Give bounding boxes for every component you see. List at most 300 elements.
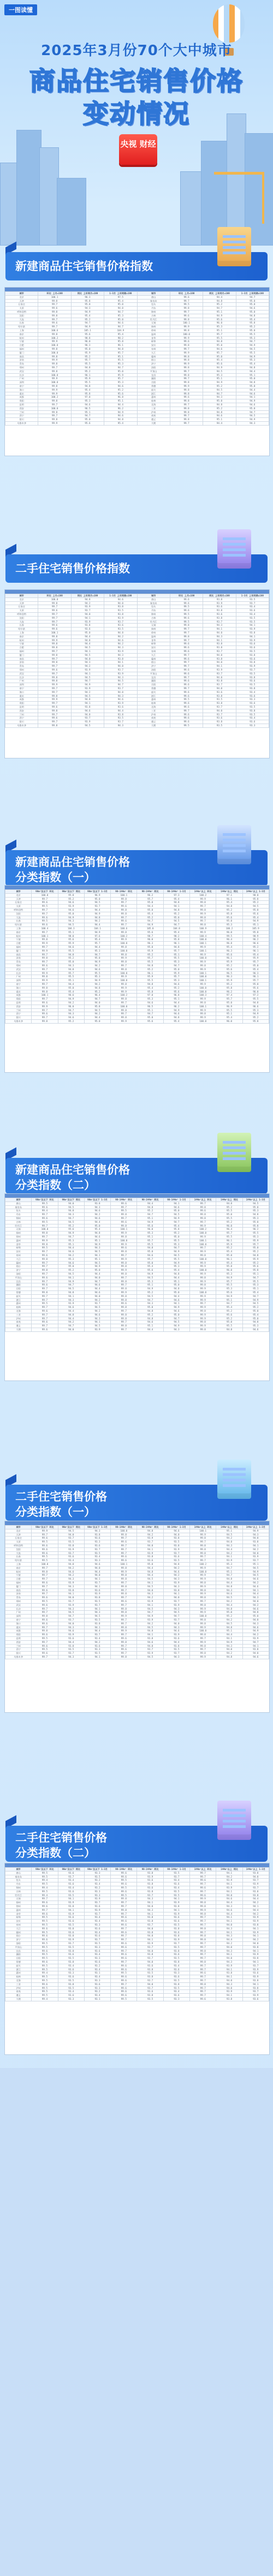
table-cell: 94.6 — [163, 1570, 189, 1574]
table-cell: 广州 — [5, 679, 38, 683]
table-cell: 95.9 — [71, 377, 104, 381]
table-cell: 94.3 — [203, 635, 236, 638]
table-cell: 99.5 — [32, 1559, 58, 1563]
table-cell: 95.6 — [216, 967, 242, 971]
table-cell: 94.2 — [163, 1574, 189, 1577]
table-cell: 94.0 — [163, 1596, 189, 1600]
table-cell: 99.8 — [190, 1547, 216, 1551]
table-cell: 95.2 — [242, 945, 269, 949]
table-cell: 94.0 — [163, 1533, 189, 1537]
city-building-icon — [39, 147, 59, 246]
table-row — [5, 1618, 269, 1622]
table-cell: 贵阳 — [5, 997, 32, 1001]
table-cell: 99.7 — [111, 1618, 137, 1622]
table-cell: 96.2 — [104, 407, 137, 410]
table-cell: 93.5 — [236, 620, 269, 624]
table-cell: 95.4 — [216, 945, 242, 949]
table-cell: 96.2 — [163, 1005, 189, 1008]
table-cell: 94.7 — [104, 366, 137, 369]
table-cell: 95.4 — [163, 1269, 189, 1272]
table-row — [5, 1574, 269, 1577]
table-cell: 94.0 — [203, 709, 236, 713]
table-cell: 99.6 — [32, 1633, 58, 1637]
table-cell: 99.8 — [32, 1629, 58, 1633]
table-cell: 100.0 — [38, 351, 71, 355]
table-cell: 95.8 — [58, 893, 84, 897]
table-cell: 南宁 — [5, 1618, 32, 1622]
table-row — [5, 1629, 269, 1633]
table-cell: 南昌 — [5, 1588, 32, 1592]
table-cell: 94.5 — [216, 1533, 242, 1537]
table-cell: 95.0 — [242, 1317, 269, 1320]
table-cell: 贵阳 — [5, 702, 38, 706]
table-cell: 95.7 — [137, 1257, 163, 1261]
table-cell: 94.3 — [104, 676, 137, 679]
table-row — [5, 1975, 269, 1979]
table-row — [5, 1261, 269, 1265]
table-cell: 99.8 — [190, 1588, 216, 1592]
table-cell: 95.4 — [216, 1016, 242, 1020]
table-cell: 93.6 — [84, 1949, 110, 1953]
table-cell: 金华 — [5, 1912, 32, 1916]
table-cell: 94.8 — [242, 1001, 269, 1005]
table-cell: 94.5 — [58, 1611, 84, 1615]
table-cell: 94.0 — [104, 307, 137, 310]
table-cell: 南昌 — [5, 355, 38, 358]
table-cell: 湛江 — [137, 694, 170, 698]
table-cell: 93.7 — [58, 1618, 84, 1622]
table-cell: 99.8 — [38, 694, 71, 698]
table-cell: 93.8 — [104, 605, 137, 609]
table-cell: 徐州 — [137, 631, 170, 635]
table-cell: 93.5 — [163, 1540, 189, 1544]
table-cell: 赣州 — [137, 355, 170, 358]
table-cell: 99.7 — [38, 318, 71, 321]
table-cell: 94.1 — [84, 1585, 110, 1588]
table-cell: 93.6 — [58, 1890, 84, 1893]
table-row — [5, 624, 269, 627]
table-cell: 95.7 — [203, 332, 236, 336]
table-cell: 99.6 — [32, 1912, 58, 1916]
table-cell: 99.8 — [111, 967, 137, 971]
table-cell: 99.9 — [111, 938, 137, 942]
table-cell: 94.4 — [216, 1603, 242, 1607]
table-cell: 93.8 — [104, 612, 137, 616]
table-cell: 99.8 — [111, 1294, 137, 1298]
table-cell: 郑州 — [5, 1599, 32, 1603]
table-cell: 99.7 — [38, 690, 71, 694]
table-cell: 94.4 — [84, 1220, 110, 1224]
table-cell: 99.9 — [38, 698, 71, 702]
table-cell: 94.2 — [84, 1012, 110, 1016]
table-cell: 兰州 — [5, 1008, 32, 1012]
table-cell: 95.7 — [163, 949, 189, 953]
table-cell: 99.8 — [170, 407, 203, 410]
table-cell: 94.7 — [58, 1615, 84, 1618]
table-cell: 遵义 — [5, 1324, 32, 1328]
table-cell: 99.7 — [111, 1596, 137, 1600]
table-cell: 99.5 — [32, 1920, 58, 1923]
table-row — [5, 344, 269, 348]
table-cell: 94.4 — [84, 1016, 110, 1020]
table-cell: 94.0 — [242, 1537, 269, 1540]
table-cell: 93.6 — [58, 1882, 84, 1886]
table-cell: 桂林 — [5, 1975, 32, 1979]
table-cell: 94.4 — [84, 1629, 110, 1633]
table-cell: 95.1 — [242, 1287, 269, 1291]
table-cell: 94.5 — [163, 1253, 189, 1257]
table-row — [5, 638, 269, 642]
table-cell: 三亚 — [137, 407, 170, 410]
table-cell: 99.6 — [170, 396, 203, 399]
table-cell: 北京 — [5, 597, 38, 601]
table-cell: 93.8 — [216, 1971, 242, 1975]
table-cell: 95.4 — [58, 990, 84, 994]
table-cell: 94.8 — [84, 1232, 110, 1235]
table-cell: 99.8 — [38, 679, 71, 683]
table-row — [5, 1953, 269, 1957]
table-cell: 99.7 — [111, 1934, 137, 1938]
table-cell: 99.7 — [190, 1246, 216, 1250]
table-row — [5, 347, 269, 351]
table-cell: 99.8 — [38, 418, 71, 422]
table-cell: 94.2 — [71, 690, 104, 694]
table-cell: 99.6 — [32, 1551, 58, 1555]
table-cell: 93.3 — [84, 1540, 110, 1544]
table-cell: 94.1 — [137, 1912, 163, 1916]
table-cell: 牡丹江 — [137, 620, 170, 624]
table-row — [5, 627, 269, 631]
table-cell: 94.6 — [71, 709, 104, 713]
table-cell: 94.1 — [163, 1592, 189, 1596]
table-cell: 94.6 — [137, 1320, 163, 1324]
table-cell: 99.5 — [32, 1930, 58, 1934]
table-cell: 94.9 — [216, 1294, 242, 1298]
table-cell: 99.5 — [32, 1871, 58, 1875]
table-cell: 99.8 — [38, 661, 71, 665]
table-cell: 94.2 — [71, 665, 104, 668]
table-cell: 海口 — [5, 388, 38, 392]
table-cell: 95.3 — [58, 1257, 84, 1261]
table-cell: 94.8 — [104, 418, 137, 422]
table-cell: 99.6 — [170, 713, 203, 716]
table-cell: 95.7 — [137, 957, 163, 960]
table-cell: 99.9 — [170, 325, 203, 329]
table-cell: 95.7 — [216, 1232, 242, 1235]
table-cell: 95.3 — [216, 1272, 242, 1276]
table-cell: 99.6 — [32, 1588, 58, 1592]
table-cell: 99.9 — [190, 1655, 216, 1659]
table-cell: 平顶山 — [137, 369, 170, 373]
table-cell: 93.8 — [137, 1882, 163, 1886]
table-cell: 95.3 — [242, 1235, 269, 1239]
table-cell: 99.9 — [190, 1577, 216, 1581]
table-cell: 94.3 — [216, 1982, 242, 1986]
table-cell: 94.2 — [216, 1875, 242, 1879]
table-cell: 94.2 — [242, 1901, 269, 1905]
table-cell: 99.7 — [32, 1317, 58, 1320]
table-cell: 94.1 — [58, 1592, 84, 1596]
section-title-line1: 二手住宅销售价格 — [15, 1831, 107, 1844]
table-cell: 95.8 — [216, 912, 242, 916]
table-cell: 94.8 — [163, 1287, 189, 1291]
table-cell: 95.4 — [242, 953, 269, 957]
table-cell: 99.6 — [32, 964, 58, 967]
table-cell: 96.6 — [242, 942, 269, 946]
table-cell: 93.8 — [58, 1927, 84, 1930]
table-header-strip — [5, 1194, 269, 1198]
table-cell: 100.0 — [190, 1629, 216, 1633]
table-cell: 95.6 — [58, 1228, 84, 1232]
table-cell: 94.8 — [216, 905, 242, 909]
table-header-cell: 144m²以上 环比 — [190, 890, 216, 894]
table-row — [5, 1585, 269, 1588]
table-cell: 94.6 — [84, 1313, 110, 1317]
table-cell: 95.6 — [216, 1313, 242, 1317]
section-title-line2: 分类指数（一） — [15, 871, 96, 884]
table-cell: 94.3 — [84, 1529, 110, 1533]
table-row — [5, 1547, 269, 1551]
table-cell: 95.2 — [216, 1205, 242, 1209]
table-cell: 武汉 — [5, 967, 32, 971]
table-cell: 94.7 — [58, 1216, 84, 1220]
table-cell: 94.1 — [242, 1904, 269, 1908]
table-cell: 94.4 — [71, 635, 104, 638]
table-cell: 96.1 — [216, 1257, 242, 1261]
table-cell: 99.4 — [32, 1893, 58, 1897]
table-cell: 93.3 — [84, 1957, 110, 1961]
table-cell: 94.2 — [216, 1652, 242, 1655]
table-cell: 95.4 — [163, 1224, 189, 1228]
table-cell: 94.6 — [163, 982, 189, 986]
table-cell: 99.7 — [38, 686, 71, 690]
table-cell: 93.6 — [163, 1975, 189, 1979]
table-cell: 93.4 — [236, 612, 269, 616]
table-cell: 94.0 — [137, 1544, 163, 1547]
table-cell: 95.0 — [104, 303, 137, 307]
table-cell: 100.0 — [32, 1228, 58, 1232]
table-cell: 99.6 — [170, 295, 203, 299]
table-cell: 平顶山 — [5, 1945, 32, 1949]
table-row — [5, 299, 269, 303]
table-cell: 99.5 — [32, 1302, 58, 1306]
table-cell: 99.6 — [170, 609, 203, 613]
table-cell: 泉州 — [5, 1253, 32, 1257]
table-cell: 95.4 — [216, 1261, 242, 1265]
table-cell: 93.3 — [236, 698, 269, 702]
table-cell: 95.5 — [137, 960, 163, 964]
table-cell: 99.5 — [32, 1555, 58, 1559]
table-cell: 95.4 — [104, 299, 137, 303]
table-cell: 94.2 — [137, 1533, 163, 1537]
table-cell: 95.7 — [71, 358, 104, 362]
table-cell: 95.8 — [163, 1228, 189, 1232]
table-cell: 93.9 — [236, 665, 269, 668]
table-cell: 94.4 — [58, 1309, 84, 1313]
table-row — [5, 724, 269, 727]
table-cell: 94.6 — [236, 392, 269, 396]
table-cell: 95.4 — [104, 421, 137, 425]
table-cell: 95.1 — [216, 1012, 242, 1016]
table-header-cell: 90m²及以下 环比 — [32, 890, 58, 894]
table-row — [5, 1253, 269, 1257]
table-cell: 成都 — [5, 1629, 32, 1633]
table-cell: 99.8 — [190, 923, 216, 927]
table-cell: 99.8 — [32, 1570, 58, 1574]
table-cell: 106.2 — [216, 927, 242, 930]
table-cell: 99.7 — [32, 1224, 58, 1228]
table-cell: 93.7 — [104, 668, 137, 672]
table-cell: 93.4 — [58, 1964, 84, 1968]
table-cell: 94.2 — [216, 1551, 242, 1555]
table-cell: 95.2 — [58, 1019, 84, 1023]
table-cell: 93.3 — [84, 1890, 110, 1893]
table-cell: 泸州 — [137, 713, 170, 716]
table-cell: 93.9 — [84, 1908, 110, 1912]
table-cell: 94.6 — [84, 1216, 110, 1220]
table-cell: 96.0 — [216, 1019, 242, 1023]
table-cell: 99.6 — [32, 1938, 58, 1942]
table-cell: 93.9 — [84, 1592, 110, 1596]
table-cell: 104.3 — [58, 927, 84, 930]
table-cell: 95.0 — [242, 1309, 269, 1313]
table-row — [5, 392, 269, 396]
table-cell: 93.2 — [84, 1964, 110, 1968]
table-cell: 99.7 — [38, 620, 71, 624]
table-cell: 93.9 — [216, 1990, 242, 1994]
table-cell: 长沙 — [5, 1607, 32, 1611]
table-cell: 95.1 — [104, 399, 137, 403]
table-row — [5, 1607, 269, 1611]
table-cell: 95.5 — [236, 332, 269, 336]
table-cell: 99.5 — [32, 1968, 58, 1971]
table-cell: 93.3 — [84, 1979, 110, 1982]
table-cell: 锦州 — [137, 612, 170, 616]
table-row — [5, 1964, 269, 1968]
table-cell: 郑州 — [5, 366, 38, 369]
table-cell: 99.8 — [170, 635, 203, 638]
table-cell: 94.1 — [236, 635, 269, 638]
table-cell: 99.7 — [32, 1607, 58, 1611]
table-cell: 94.1 — [203, 665, 236, 668]
table-cell: 94.5 — [137, 1655, 163, 1659]
table-row — [5, 631, 269, 635]
table-cell: 深圳 — [5, 1615, 32, 1618]
table-cell: 武汉 — [5, 369, 38, 373]
table-cell: 99.9 — [190, 1235, 216, 1239]
table-cell: 94.5 — [71, 724, 104, 727]
table-cell: 94.1 — [216, 1930, 242, 1934]
table-cell: 99.6 — [38, 668, 71, 672]
table-cell: 93.5 — [236, 705, 269, 709]
table-cell: 99.8 — [190, 916, 216, 919]
price-index-table — [4, 589, 270, 758]
table-cell: 94.1 — [242, 1927, 269, 1930]
table-cell: 94.1 — [84, 1253, 110, 1257]
table-cell: 太原 — [5, 609, 38, 613]
table-cell: 93.6 — [84, 1537, 110, 1540]
table-cell: 99.8 — [190, 1012, 216, 1016]
table-cell: 郑州 — [5, 668, 38, 672]
table-cell: 94.3 — [104, 653, 137, 657]
table-cell: 95.3 — [216, 923, 242, 927]
table-cell: 95.0 — [104, 318, 137, 321]
table-cell: 95.2 — [242, 1306, 269, 1310]
table-cell: 95.3 — [163, 960, 189, 964]
table-cell: 桂林 — [137, 399, 170, 403]
table-cell: 93.5 — [58, 1986, 84, 1990]
table-cell: 93.8 — [163, 1588, 189, 1592]
table-cell: 95.2 — [137, 1290, 163, 1294]
table-cell: 95.1 — [58, 979, 84, 983]
table-cell: 99.7 — [32, 945, 58, 949]
table-row — [5, 381, 269, 385]
table-cell: 99.5 — [170, 620, 203, 624]
table-cell: 93.8 — [84, 1622, 110, 1625]
table-cell: 昆明 — [5, 403, 38, 407]
table-cell: 99.7 — [170, 709, 203, 713]
table-row — [5, 1875, 269, 1879]
table-header-cell: 90-144m² 同比 — [137, 1526, 163, 1529]
table-cell: 94.3 — [216, 1588, 242, 1592]
table-cell: 94.6 — [84, 1209, 110, 1213]
table-row — [5, 897, 269, 901]
table-cell: 96.9 — [216, 1005, 242, 1008]
table-cell: 94.8 — [58, 1290, 84, 1294]
table-cell: 吉林 — [5, 1890, 32, 1893]
table-cell: 95.0 — [236, 384, 269, 388]
table-cell: 94.3 — [58, 1012, 84, 1016]
table-cell: 99.6 — [32, 1012, 58, 1016]
table-cell: 99.9 — [190, 1306, 216, 1310]
table-cell: 94.0 — [137, 1960, 163, 1964]
table-cell: 99.8 — [190, 1622, 216, 1625]
table-cell: 94.3 — [71, 661, 104, 665]
table-cell: 94.0 — [216, 1945, 242, 1949]
table-cell: 93.6 — [137, 1879, 163, 1882]
table-cell: 99.7 — [32, 1897, 58, 1901]
table-cell: 99.7 — [170, 369, 203, 373]
table-row — [5, 414, 269, 418]
table-cell: 99.8 — [111, 1592, 137, 1596]
table-cell: 93.6 — [163, 1916, 189, 1920]
table-cell: 秦皇岛 — [5, 1205, 32, 1209]
table-cell: 吉林 — [137, 616, 170, 620]
table-cell: 99.6 — [32, 1581, 58, 1585]
table-cell: 99.7 — [111, 1320, 137, 1324]
table-cell: 94.1 — [163, 1908, 189, 1912]
table-row — [5, 340, 269, 344]
table-cell: 99.6 — [170, 649, 203, 653]
table-cell: 94.1 — [216, 1953, 242, 1957]
table-cell: 韶关 — [5, 1294, 32, 1298]
table-cell: 94.9 — [137, 1615, 163, 1618]
table-cell: 95.0 — [163, 1283, 189, 1287]
table-cell: 兰州 — [5, 410, 38, 414]
table-cell: 94.8 — [137, 1529, 163, 1533]
table-cell: 95.7 — [216, 1280, 242, 1283]
table-cell: 哈尔滨 — [5, 325, 38, 329]
table-cell: 94.0 — [84, 1276, 110, 1280]
table-cell: 兰州 — [5, 1644, 32, 1648]
table-cell: 99.6 — [38, 321, 71, 325]
table-row — [5, 679, 269, 683]
table-cell: 99.6 — [32, 1949, 58, 1953]
table-cell: 岳阳 — [5, 1287, 32, 1291]
table-cell: 93.6 — [163, 1920, 189, 1923]
table-cell: 95.6 — [137, 1269, 163, 1272]
table-row — [5, 919, 269, 923]
